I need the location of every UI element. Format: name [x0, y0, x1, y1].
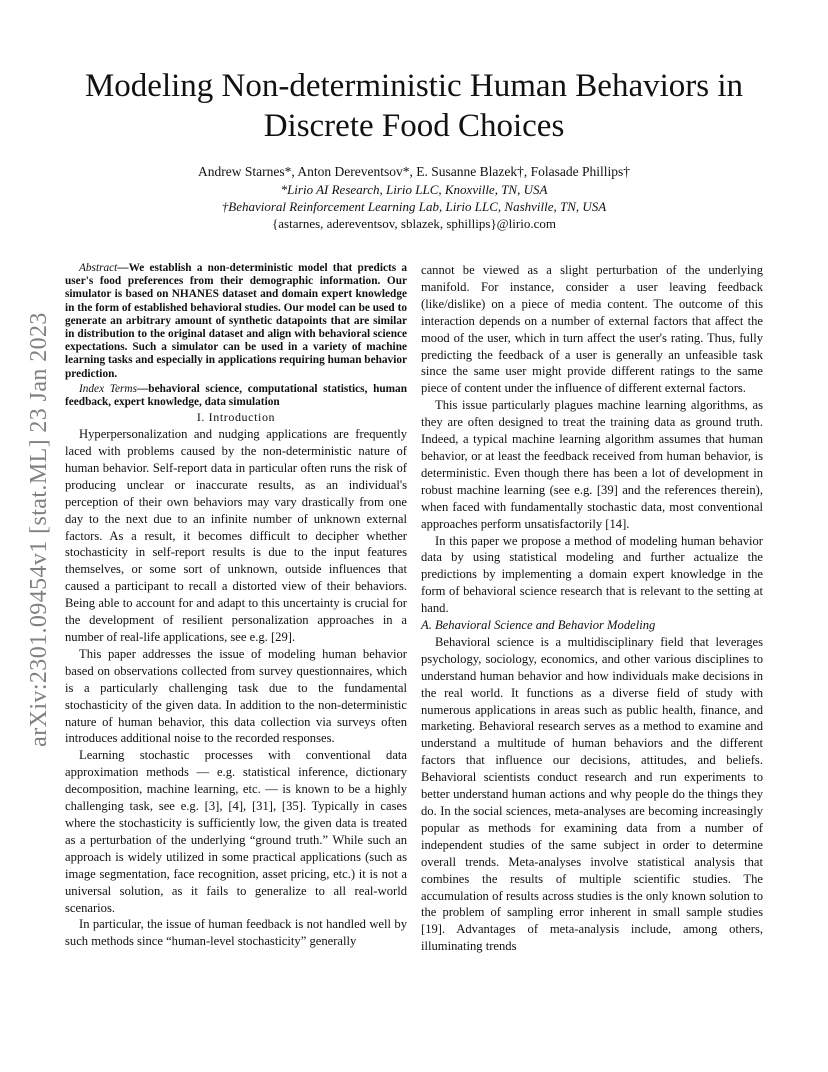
- author-emails: {astarnes, adereventsov, sblazek, sphillips}@lirio.com: [272, 216, 556, 231]
- abstract-text: —We establish a non-deterministic model that predicts a user's food preferences from their demographic information. Our simulator is based on NHANES dataset and domain expert knowledge in the form of established behavioral studies. Our model can be used to generate an arbitrary amount of synthetic datapoints that are similar in distribution to the original dataset and align with behavioral science expectations. Such a simulator can be used in a variety of machine learning tasks and especially in applications requiring human behavior prediction.: [65, 262, 407, 380]
- right-column: [421, 262, 763, 955]
- affiliation-1: [70, 181, 758, 198]
- paper-title: [70, 66, 758, 146]
- affiliation-2-text: †Behavioral Reinforcement Learning Lab, Lirio LLC, Nashville, TN, USA: [221, 199, 607, 214]
- subsection-heading: A. Behavioral Science and Behavior Modeling: [421, 618, 656, 633]
- left-column: [65, 262, 407, 950]
- index-terms-text: —behavioral science, computational statistics, human feedback, expert knowledge, data simulation: [65, 382, 407, 409]
- index-terms: [65, 383, 407, 409]
- paragraph: Hyperpersonalization and nudging applications are frequently laced with problems caused by the non-deterministic nature of human behavior. Self-report data in particular often runs the risk of producing unclear or inaccurate results, as an individual's perception of their own behaviors may vary drastically from one day to the next due to an infinite number of unknown external factors. As a result, it becomes difficult to decipher whether stochasticity in self-report results is due to the input features themselves, or some sort of unknown, outside influences that caused a participant to recall a distorted view of their behaviors. Being able to account for and adapt to this uncertainty is crucial for the development of resilient personalization approaches in a number of real-life applications, see e.g. [29].: [65, 427, 407, 645]
- arxiv-sidebar: [24, 288, 54, 770]
- abstract-label: Abstract: [79, 262, 118, 274]
- arxiv-identifier: arXiv:2301.09454v1 [stat.ML] 23 Jan 2023: [25, 311, 52, 747]
- title-line-1: Modeling Non-deterministic Human Behaviors in: [84, 68, 744, 104]
- paragraph: Behavioral science is a multidisciplinary field that leverages psychology, sociology, economics, and other various disciplines to understand human behavior and how individuals make decisions in the real world. It functions as a diverse field of study with numerous applications in areas such as public health, finance, and marketing. Behavioral research serves as a method to examine and understand a multitude of human behaviors and the different factors that influence our decisions, attitudes, and beliefs. Behavioral scientists conduct research and run experiments to better understand human actions and why people do the things they do. In the social sciences, meta-analyses are becoming increasingly popular as methods for examining data from a number of independent studies of the same subject in order to determine overall trends. Meta-analyses involve statistical analysis that combines the results of multiple scientific studies. The accumulation of results across studies is the only known solution to the problem of sampling error inherent in small sample studies [19]. Advantages of meta-analysis include, among others, illuminating trends: [421, 634, 763, 954]
- affiliation-1-text: *Lirio AI Research, Lirio LLC, Knoxville, TN, USA: [280, 182, 548, 197]
- paragraph-continued: cannot be viewed as a slight perturbation of the underlying manifold. For instance, consider a user leaving feedback (like/dislike) on a piece of media content. The outcome of this interaction depends on a number of external factors that affect the mood of the user, which in turn affect the user's rating. Thus, fully predicting the feedback of a user is generally an unfeasible task since the same user might provide different ratings to the same piece of content under the influence of different external factors.: [421, 263, 763, 396]
- section-heading-introduction: I. Introduction: [196, 410, 276, 425]
- abstract: [65, 262, 407, 381]
- index-terms-label: Index Terms: [79, 382, 137, 395]
- title-line-2: Discrete Food Choices: [263, 108, 565, 144]
- author-list: Andrew Starnes*, Anton Dereventsov*, E. Susanne Blazek†, Folasade Phillips†: [198, 164, 630, 179]
- affiliation-2: [70, 198, 758, 215]
- paragraph: In particular, the issue of human feedback is not handled well by such methods since “human-level stochasticity” generally: [65, 917, 407, 949]
- paragraph: In this paper we propose a method of modeling human behavior data by using statistical modeling and further actualize the predictions by implementing a domain expert knowledge in the form of behavioral science research that is relevant to the setting at hand.: [421, 533, 763, 616]
- paragraph: This paper addresses the issue of modeling human behavior based on observations collected from survey questionnaires, which is a particularly challenging task due to the fundamental stochasticity of the given data. In addition to the non-deterministic nature of human behavior, this data collection via surveys often introduces additional noise to the recorded responses.: [65, 646, 407, 746]
- paragraph: This issue particularly plagues machine learning algorithms, as they are often designed to treat the training data as ground truth. Indeed, a typical machine learning algorithm assumes that human behavior, or at least the feedback received from human behavior, is deterministic. Even though there has been a lot of development in robust machine learning (see e.g. [39] and the references therein), when faced with fundamentally stochastic data, most conventional approaches perform unsatisfactorily [14].: [421, 398, 763, 531]
- paragraph: Learning stochastic processes with conventional data approximation methods — e.g. statistical inference, dictionary decomposition, machine learning, etc. — is known to be a highly challenging task, see e.g. [3], [4], [31], [35]. Typically in cases where the stochasticity is sufficiently low, the given data is treated as a perturbation of the underlying “ground truth.” While such an approach is widely utilized in some practical applications (such as image segmentation, face recognition, asset pricing, etc.) it is not a universal solution, as it fails to generalize to all real-world scenarios.: [65, 748, 407, 915]
